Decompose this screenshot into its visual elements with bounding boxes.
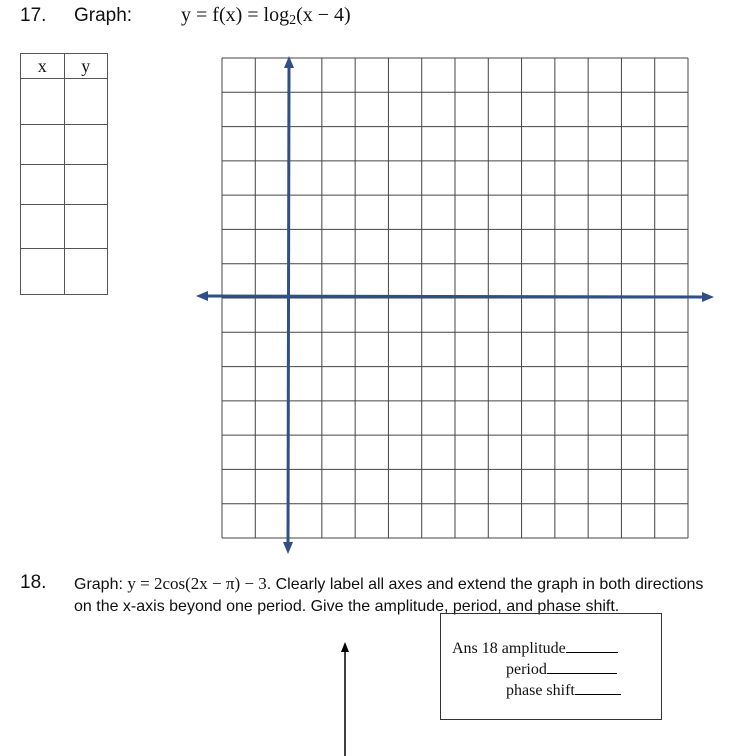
q18-y-axis-up-arrow bbox=[341, 642, 349, 652]
question-17-label: Graph: bbox=[74, 5, 133, 26]
q18-equation: y = 2cos(2x − π) − 3 bbox=[127, 574, 267, 593]
table-header-y: y bbox=[64, 54, 108, 79]
phase-shift-line bbox=[506, 680, 621, 701]
phase-shift-blank[interactable] bbox=[575, 680, 621, 695]
period-blank[interactable] bbox=[547, 659, 617, 674]
period-line bbox=[506, 659, 617, 680]
question-17-number: 17. bbox=[20, 5, 47, 26]
y-axis-down-arrow bbox=[283, 542, 293, 554]
x-axis-left-arrow bbox=[196, 291, 208, 301]
equation-lhs: y = f(x) = log bbox=[181, 4, 290, 26]
answer-box-18 bbox=[440, 613, 662, 720]
x-axis-right-arrow bbox=[702, 292, 714, 302]
q18-y-axis bbox=[341, 642, 349, 756]
table-header-x: x bbox=[21, 54, 65, 79]
q18-prefix: Graph: bbox=[74, 576, 128, 593]
amplitude-line bbox=[452, 638, 618, 659]
y-axis bbox=[283, 56, 294, 554]
equation-rhs: (x − 4) bbox=[296, 4, 351, 26]
period-label: period bbox=[506, 661, 547, 678]
question-18-text bbox=[74, 573, 714, 618]
y-axis-line bbox=[288, 64, 289, 546]
question-18-number: 18. bbox=[20, 572, 47, 593]
log-base: 2 bbox=[289, 13, 297, 28]
q18-instructions: . Clearly label all axes and extend the graph in both directions on the x-axis beyond one period. Give the amplitude, period, and phase shift. bbox=[74, 576, 704, 615]
amplitude-label: Ans 18 amplitude bbox=[452, 640, 566, 657]
x-axis-line bbox=[204, 296, 706, 297]
amplitude-blank[interactable] bbox=[566, 638, 618, 653]
phase-shift-label: phase shift bbox=[506, 682, 575, 699]
